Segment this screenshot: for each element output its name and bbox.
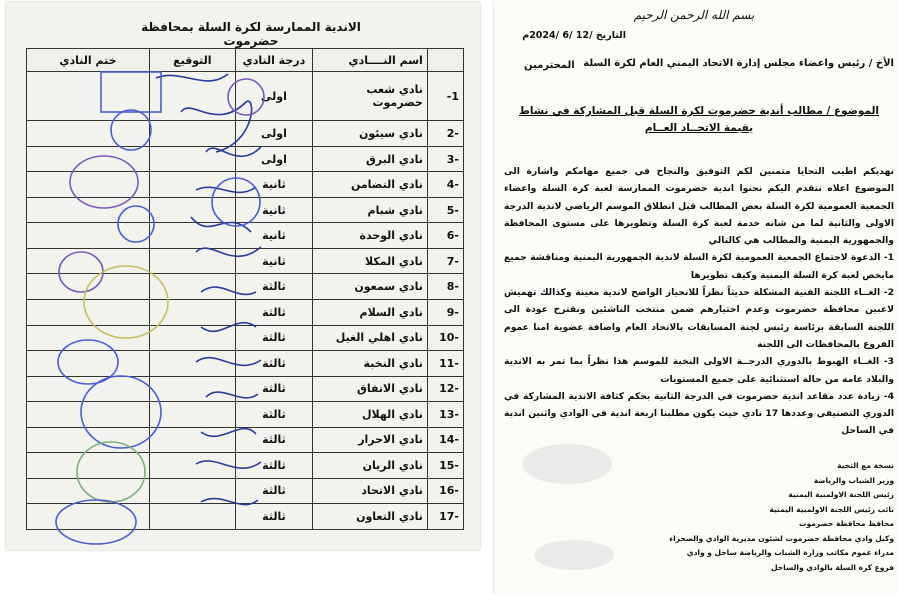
table-row: [27, 351, 464, 377]
signature-cell: [149, 376, 235, 402]
row-number: -2: [427, 121, 463, 147]
header-degree: درجة النادي: [235, 49, 312, 72]
table-row: [27, 402, 464, 428]
cc-line: نائب رئيس اللجنة الاولمبية اليمنية: [769, 504, 894, 514]
club-degree: اولى: [235, 72, 312, 121]
seal-cell: [27, 351, 150, 377]
club-name: نادي الهلال: [313, 402, 428, 428]
club-degree: ثالثة: [235, 274, 312, 300]
subject: [504, 103, 894, 137]
header-number: [427, 49, 463, 72]
club-degree: ثالثة: [235, 504, 312, 530]
table-row: [27, 248, 464, 274]
row-number: -15: [427, 453, 463, 479]
signature-cell: [149, 248, 235, 274]
row-number: -6: [427, 223, 463, 249]
club-name: نادي سمعون: [313, 274, 428, 300]
club-degree: ثانية: [235, 172, 312, 198]
table-header-row: [27, 49, 464, 72]
signature-cell: [149, 72, 235, 121]
signature-cell: [149, 197, 235, 223]
letter-date: التاريخ /12 /6 /2024م: [522, 30, 626, 41]
row-number: -4: [427, 172, 463, 198]
seal-cell: [27, 478, 150, 504]
header-name: اسم النــــادي: [313, 49, 428, 72]
seal-cell: [27, 376, 150, 402]
addressee: الأخ / رئيس واعضاء مجلس إدارة الاتحاد اليمني العام لكرة السلة: [583, 58, 894, 69]
club-name: نادي سيئون: [313, 121, 428, 147]
seal-cell: [27, 427, 150, 453]
subject-line: يقيمة الاتحــاد العــام: [644, 122, 754, 134]
letter-sheet: [494, 0, 898, 594]
signature-cell: [149, 453, 235, 479]
club-name: نادي الاتفاق: [313, 376, 428, 402]
club-name: نادي البرق: [313, 146, 428, 172]
ink-smudge: [534, 540, 614, 570]
club-name: نادي الوحدة: [313, 223, 428, 249]
club-list-sheet: [6, 2, 480, 550]
signature-cell: [149, 351, 235, 377]
table-row: [27, 376, 464, 402]
seal-cell: [27, 325, 150, 351]
seal-cell: [27, 223, 150, 249]
basmala: بسم الله الرحمن الرحيم: [633, 8, 755, 22]
club-name: نادي الاتحاد: [313, 478, 428, 504]
table-row: [27, 72, 464, 121]
table-row: [27, 453, 464, 479]
cc-line: فروع كرة السلة بالوادي والساحل: [771, 562, 894, 572]
cc-line: وكيل وادي محافظة حضرموت لشئون مديرية الوادي والصحراء: [669, 533, 894, 543]
header-seal: ختم النادي: [27, 49, 150, 72]
row-number: -8: [427, 274, 463, 300]
seal-cell: [27, 274, 150, 300]
cc-line: نسخة مع التحية: [837, 461, 894, 470]
seal-cell: [27, 146, 150, 172]
table-row: [27, 299, 464, 325]
club-degree: ثالثة: [235, 299, 312, 325]
club-name: نادي التعاون: [313, 504, 428, 530]
club-degree: ثالثة: [235, 376, 312, 402]
signature-cell: [149, 274, 235, 300]
club-name: نادي الريان: [313, 453, 428, 479]
table-row: [27, 274, 464, 300]
seal-cell: [27, 299, 150, 325]
paragraph: 1- الدعوة لاجتماع الجمعية العمومية لكرة السلة لاندية الجمهورية اليمنية ومناقشة جميع مايخص لعبة كرة السلة اليمنية وكيف تطويرها: [504, 252, 894, 281]
row-number: 1-: [427, 72, 463, 121]
table-row: [27, 197, 464, 223]
table-row: [27, 172, 464, 198]
table-row: [27, 427, 464, 453]
cc-list: [624, 459, 894, 575]
seal-cell: [27, 402, 150, 428]
table-row: [27, 504, 464, 530]
honorific: المحترمين: [524, 60, 575, 71]
club-degree: ثانية: [235, 248, 312, 274]
signature-cell: [149, 427, 235, 453]
signature-cell: [149, 402, 235, 428]
cc-line: محافظ محافظة حضرموت: [798, 519, 894, 528]
paragraph: نهديكم اطيب التحايا متمنين لكم التوفيق والنجاح في جميع مهامكم واشارة الى الموضوع اعلاه نتقدم اليكم نحنوا اندية حضرموت الممارسة لعبة كرة السلة واعضاء الجمعية العمومية لكرة السلة بعض المطالب قبل انطلاق الموسم الرياضي لاندية الدرجة الاولى والثانية لما من شانه خدمة لعبة كرة السلة وتطويرها على مستوى المحافظة والجمهورية اليمنية والمطالب هي كالتالي: [504, 166, 894, 247]
club-degree: ثالثة: [235, 453, 312, 479]
seal-cell: [27, 504, 150, 530]
row-number: -3: [427, 146, 463, 172]
cc-line: مدراء عموم مكاتب وزارة الشباب والرياضة ساحل و وادي: [686, 548, 894, 557]
club-degree: اولى: [235, 146, 312, 172]
row-number: -16: [427, 478, 463, 504]
seal-cell: [27, 172, 150, 198]
table-row: [27, 325, 464, 351]
club-degree: ثالثة: [235, 427, 312, 453]
subject-line: الموضوع / مطالب أندية حضرموت لكرة السلة قبل المشاركة في نشاط: [518, 105, 880, 117]
table-row: [27, 223, 464, 249]
clubs-table: [26, 48, 464, 530]
row-number: -10: [427, 325, 463, 351]
club-degree: ثالثة: [235, 402, 312, 428]
sheet-title: الاندية الممارسة لكرة السلة بمحافظة حضرموت: [141, 20, 361, 48]
paragraph: 3- الغــاء الهبوط بالدوري الدرجــة الاولى النخبة للموسم هذا نظراً بما تمر به الاندية والبلاد عامة من حالة استثنائية على جميع المستويات: [504, 356, 894, 385]
row-number: -17: [427, 504, 463, 530]
paragraph: 4- زيادة عدد مقاعد اندية حضرموت في الدرجة الثانية بحكم كثافة الاندية المشاركة في الدوري التصنيفي وعددها 17 نادي حيث يكون مطلبنا اربعة اندية في الوادي واثنين اندية في الساحل: [504, 390, 895, 437]
club-degree: ثانية: [235, 197, 312, 223]
table-row: [27, 146, 464, 172]
club-degree: ثالثة: [235, 325, 312, 351]
seal-cell: [27, 197, 150, 223]
club-name: نادي النخبة: [313, 351, 428, 377]
letter-body: [504, 163, 894, 440]
signature-cell: [149, 146, 235, 172]
row-number: -9: [427, 299, 463, 325]
signature-cell: [149, 172, 235, 198]
table-row: [27, 121, 464, 147]
row-number: -14: [427, 427, 463, 453]
signature-cell: [149, 299, 235, 325]
seal-cell: [27, 121, 150, 147]
header-signature: التوقيع: [149, 49, 235, 72]
club-name: نادي التضامن: [313, 172, 428, 198]
club-name: نادي المكلا: [313, 248, 428, 274]
cc-line: وزير الشباب والرياضة: [813, 475, 894, 485]
club-degree: ثالثة: [235, 478, 312, 504]
row-number: -12: [427, 376, 463, 402]
row-number: -5: [427, 197, 463, 223]
seal-cell: [27, 72, 150, 121]
signature-cell: [149, 223, 235, 249]
club-name: نادي اهلي الغيل: [313, 325, 428, 351]
club-degree: ثالثة: [235, 351, 312, 377]
seal-cell: [27, 248, 150, 274]
club-name: نادي شبام: [313, 197, 428, 223]
club-degree: ثانية: [235, 223, 312, 249]
signature-cell: [149, 504, 235, 530]
row-number: -13: [427, 402, 463, 428]
club-name: نادي شعب حضرموت: [313, 72, 428, 121]
table-row: [27, 478, 464, 504]
row-number: -7: [427, 248, 463, 274]
seal-cell: [27, 453, 150, 479]
club-name: نادي الاحرار: [313, 427, 428, 453]
signature-cell: [149, 325, 235, 351]
row-number: -11: [427, 351, 463, 377]
ink-smudge: [522, 444, 612, 484]
club-name: نادي السلام: [313, 299, 428, 325]
signature-cell: [149, 121, 235, 147]
signature-cell: [149, 478, 235, 504]
cc-line: رئيس اللجنة الاولمبية اليمنية: [788, 490, 894, 499]
club-degree: اولى: [235, 121, 312, 147]
paragraph: 2- الغــاء اللجنة الفنية المشكلة حديثاً نظراً للانحياز الواضح لاندية معينة وكذالك تهميش لاعبين محافظة حضرموت وعدم اختيارهم ضمن منتخب الناشئين ونقترح عودة الى اللجنة السابقة برئاسة رئيس لجنة المسابقات بالاتحاد العام واضافة عضوية امنا عموم الفروع بالمحافظات الى اللجنة: [504, 287, 894, 350]
